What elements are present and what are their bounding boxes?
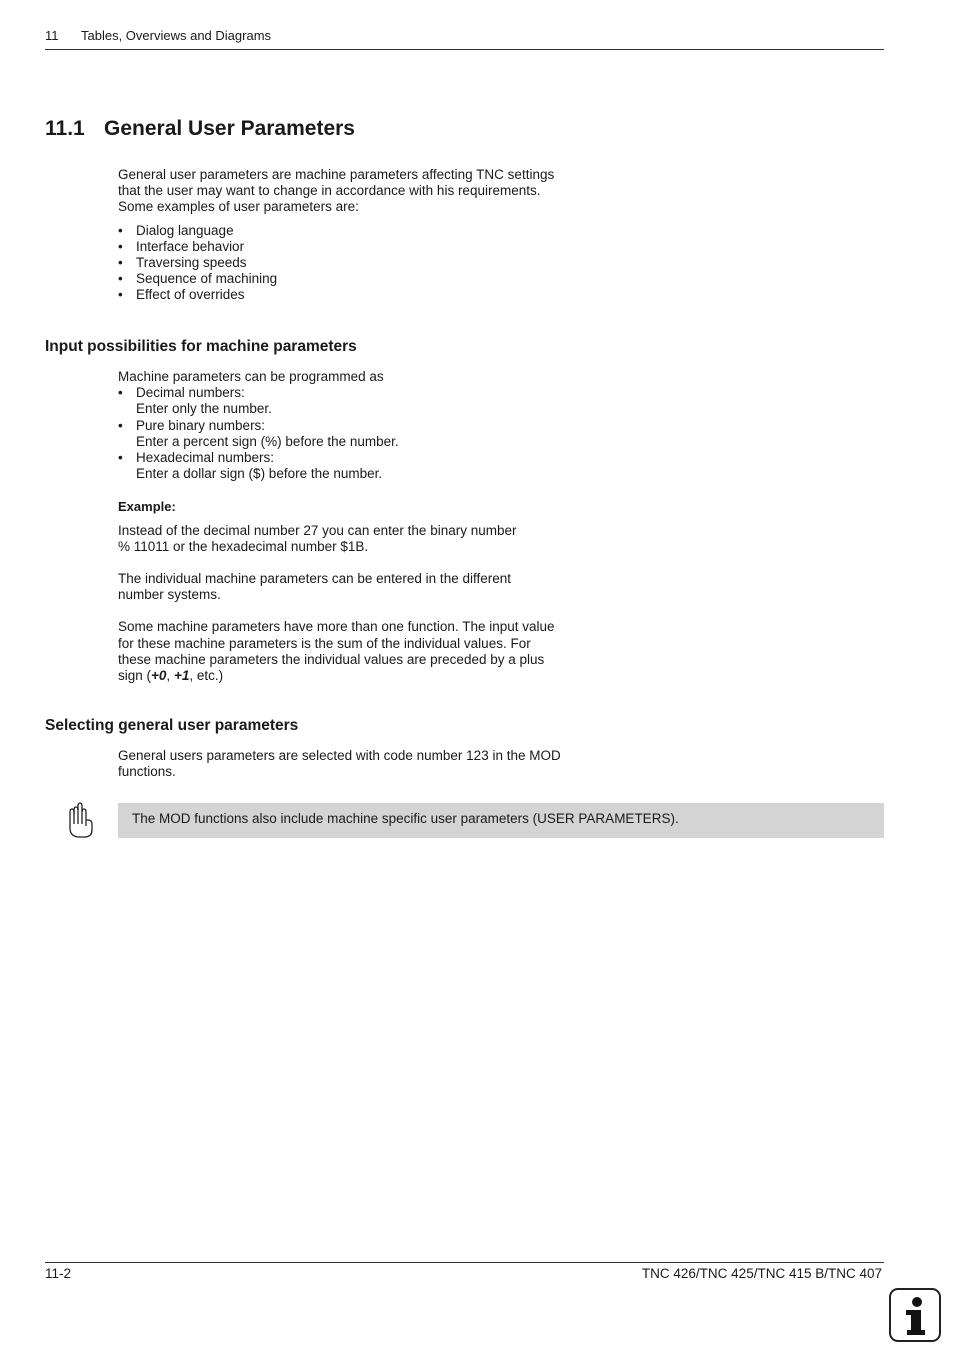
header-rule — [45, 49, 884, 50]
model-list: TNC 426/TNC 425/TNC 415 B/TNC 407 — [641, 1266, 882, 1281]
page-number: 11-2 — [45, 1266, 72, 1281]
item-detail: Enter only the number. — [136, 401, 272, 417]
info-icon[interactable] — [889, 1288, 941, 1342]
selecting-block — [118, 748, 608, 780]
intro-block — [118, 167, 608, 304]
pointing-hand-icon — [66, 802, 96, 840]
list-item: • Interface behavior — [118, 239, 608, 255]
list-item: • Effect of overrides — [118, 287, 608, 303]
intro-line: General user parameters are machine parameters affecting TNC settings — [118, 167, 555, 182]
section-number: 11.1 — [45, 117, 85, 140]
selecting-heading: Selecting general user parameters — [45, 717, 299, 734]
info-glyph — [891, 1290, 939, 1340]
item-label: Pure binary numbers: — [136, 417, 266, 433]
note-text: The MOD functions also include machine specific user parameters (USER PARAMETERS). — [132, 811, 679, 826]
list-item — [118, 385, 608, 417]
input-list — [118, 385, 608, 482]
list-item: • Dialog language — [118, 223, 608, 239]
example-label: Example: — [118, 499, 176, 515]
item-detail: Enter a dollar sign ($) before the number. — [136, 466, 383, 482]
running-header — [45, 28, 271, 43]
selecting-line: General users parameters are selected with code number 123 in the MOD — [118, 748, 561, 763]
para-line: The individual machine parameters can be entered in the different — [118, 571, 511, 587]
para-line: Some machine parameters have more than one function. The input value — [118, 619, 555, 635]
para-text: , etc.) — [189, 668, 224, 684]
intro-line: that the user may want to change in accordance with his requirements. — [118, 183, 541, 199]
para-line: for these machine parameters is the sum of the individual values. For — [118, 635, 531, 651]
code-plus-one: +1 — [173, 668, 190, 684]
input-heading: Input possibilities for machine parameters — [45, 338, 357, 355]
list-item — [118, 450, 608, 482]
code-plus-zero: +0 — [151, 668, 167, 684]
para-line: number systems. — [118, 587, 221, 603]
example-line: Instead of the decimal number 27 you can enter the binary number — [118, 522, 517, 538]
para-text: sign ( — [118, 668, 152, 684]
section-title-text: General User Parameters — [104, 117, 355, 140]
para-text: , — [166, 668, 174, 684]
input-block — [118, 369, 608, 684]
para-line — [118, 668, 608, 684]
example-line: % 11011 or the hexadecimal number $1B. — [118, 538, 369, 554]
chapter-title: Tables, Overviews and Diagrams — [81, 28, 272, 43]
input-lead: Machine parameters can be programmed as — [118, 369, 384, 384]
item-label: Decimal numbers: — [136, 385, 245, 401]
item-detail: Enter a percent sign (%) before the number. — [136, 433, 399, 449]
list-item: • Traversing speeds — [118, 255, 608, 271]
section-title — [45, 117, 355, 141]
para-line: these machine parameters the individual values are preceded by a plus — [118, 651, 545, 667]
selecting-line: functions. — [118, 764, 176, 780]
footer-rule — [45, 1262, 884, 1263]
chapter-number: 11 — [45, 28, 59, 43]
list-item — [118, 418, 608, 450]
item-label: Hexadecimal numbers: — [136, 450, 275, 466]
examples-list — [118, 223, 608, 304]
list-item: • Sequence of machining — [118, 271, 608, 287]
note-box — [118, 803, 884, 838]
intro-line: Some examples of user parameters are: — [118, 199, 359, 215]
